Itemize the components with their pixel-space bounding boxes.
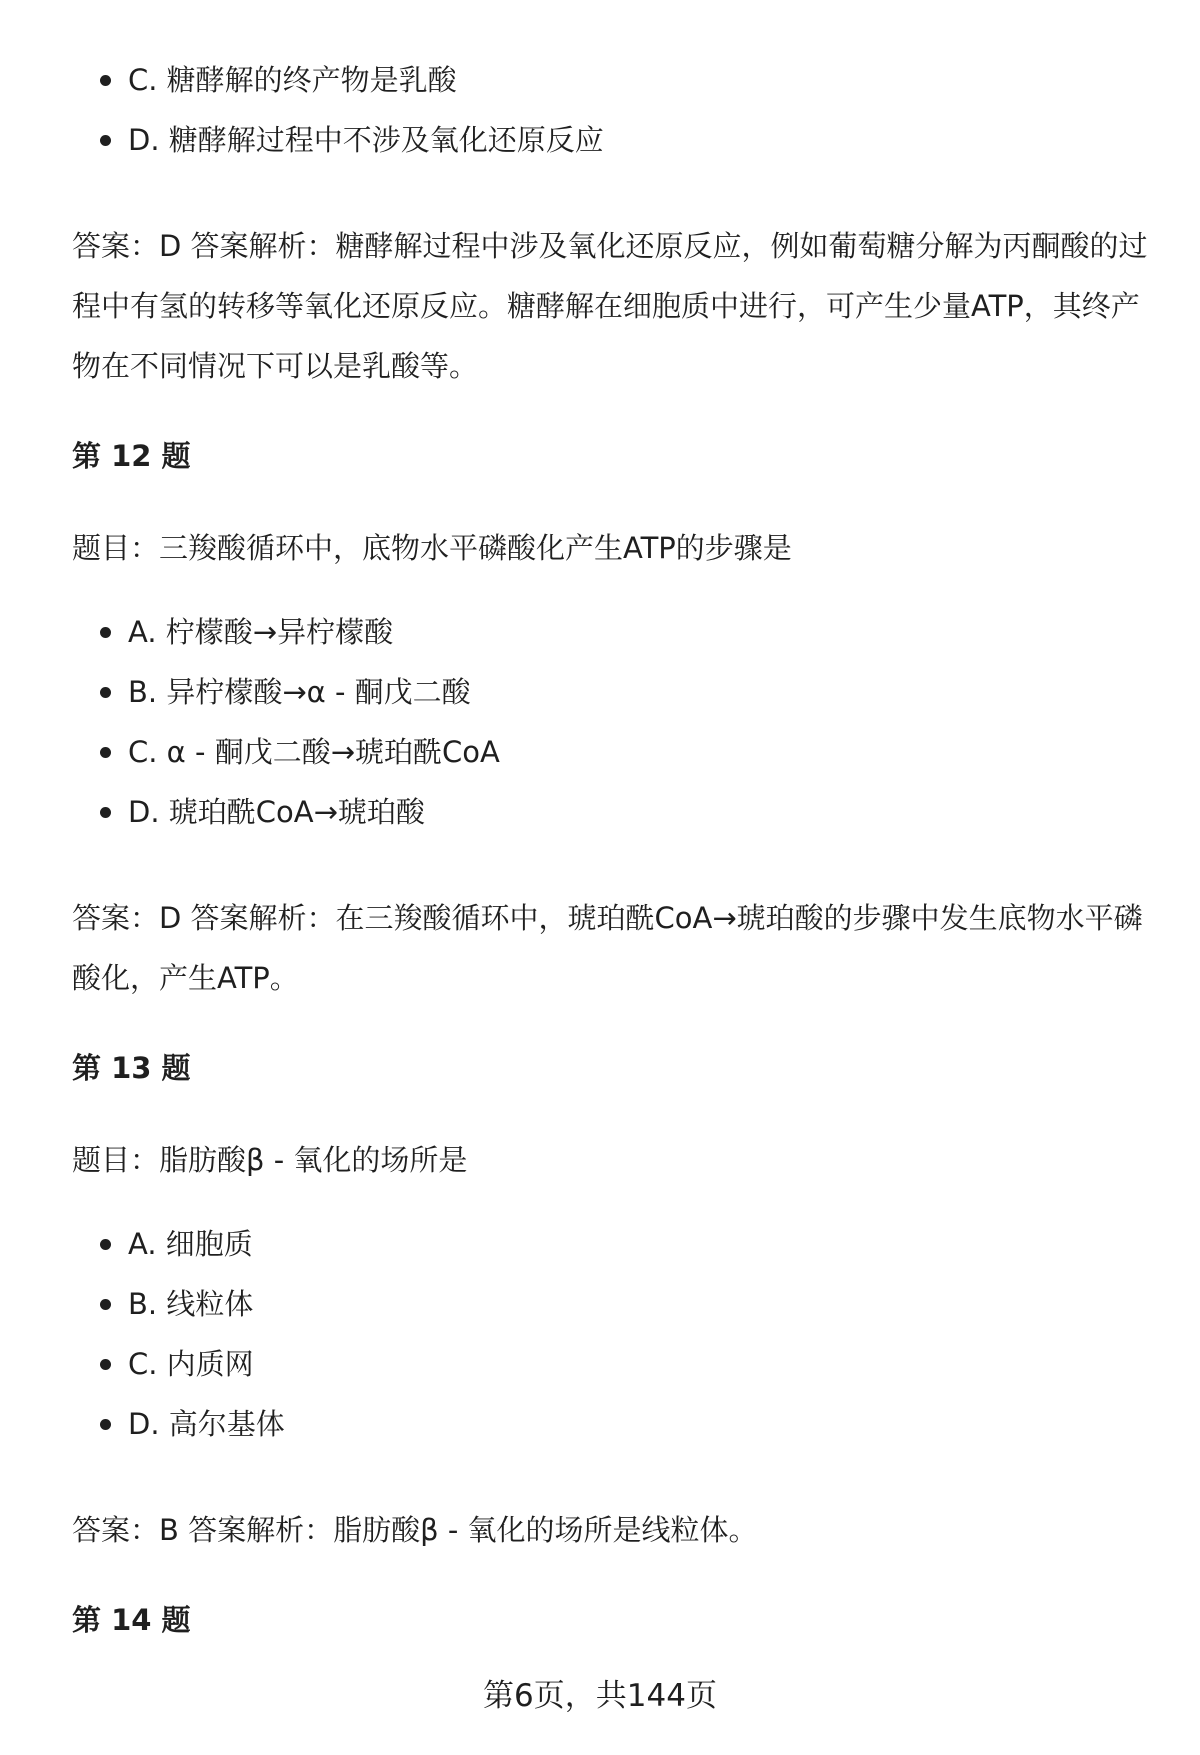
page-content xyxy=(72,62,1152,1638)
q14-heading: 第 14 题 xyxy=(72,1603,191,1637)
q13-option-b: B. 线粒体 xyxy=(72,1286,1152,1322)
q13-options xyxy=(72,1226,1152,1442)
q13-question: 题目：脂肪酸β - 氧化的场所是 xyxy=(72,1143,468,1177)
q12-option-c: C. α - 酮戊二酸→琥珀酰CoA xyxy=(72,734,1152,770)
q12-option-a: A. 柠檬酸→异柠檬酸 xyxy=(72,614,1152,650)
q11-option-d: D. 糖酵解过程中不涉及氧化还原反应 xyxy=(72,122,1152,158)
q12-options xyxy=(72,614,1152,830)
q13-option-c: C. 内质网 xyxy=(72,1346,1152,1382)
q12-question: 题目：三羧酸循环中，底物水平磷酸化产生ATP的步骤是 xyxy=(72,531,792,565)
q13-answer: 答案：B 答案解析：脂肪酸β - 氧化的场所是线粒体。 xyxy=(72,1513,758,1547)
q11-options xyxy=(72,62,1152,158)
page-footer: 第6页，共144页 xyxy=(483,1678,717,1714)
q13-option-d: D. 高尔基体 xyxy=(72,1406,1152,1442)
q12-option-b: B. 异柠檬酸→α - 酮戊二酸 xyxy=(72,674,1152,710)
q13-option-a: A. 细胞质 xyxy=(72,1226,1152,1262)
q11-answer: 答案：D 答案解析：糖酵解过程中涉及氧化还原反应，例如葡萄糖分解为丙酮酸的过程中有氢的转移等氧化还原反应。糖酵解在细胞质中进行，可产生少量ATP，其终产物在不同情况下可以是乳酸等。 xyxy=(72,229,1148,383)
q12-answer: 答案：D 答案解析：在三羧酸循环中，琥珀酰CoA→琥珀酸的步骤中发生底物水平磷酸化，产生ATP。 xyxy=(72,901,1143,995)
q12-heading: 第 12 题 xyxy=(72,439,191,473)
q11-option-c: C. 糖酵解的终产物是乳酸 xyxy=(72,62,1152,98)
q12-option-d: D. 琥珀酰CoA→琥珀酸 xyxy=(72,794,1152,830)
q13-heading: 第 13 题 xyxy=(72,1051,191,1085)
